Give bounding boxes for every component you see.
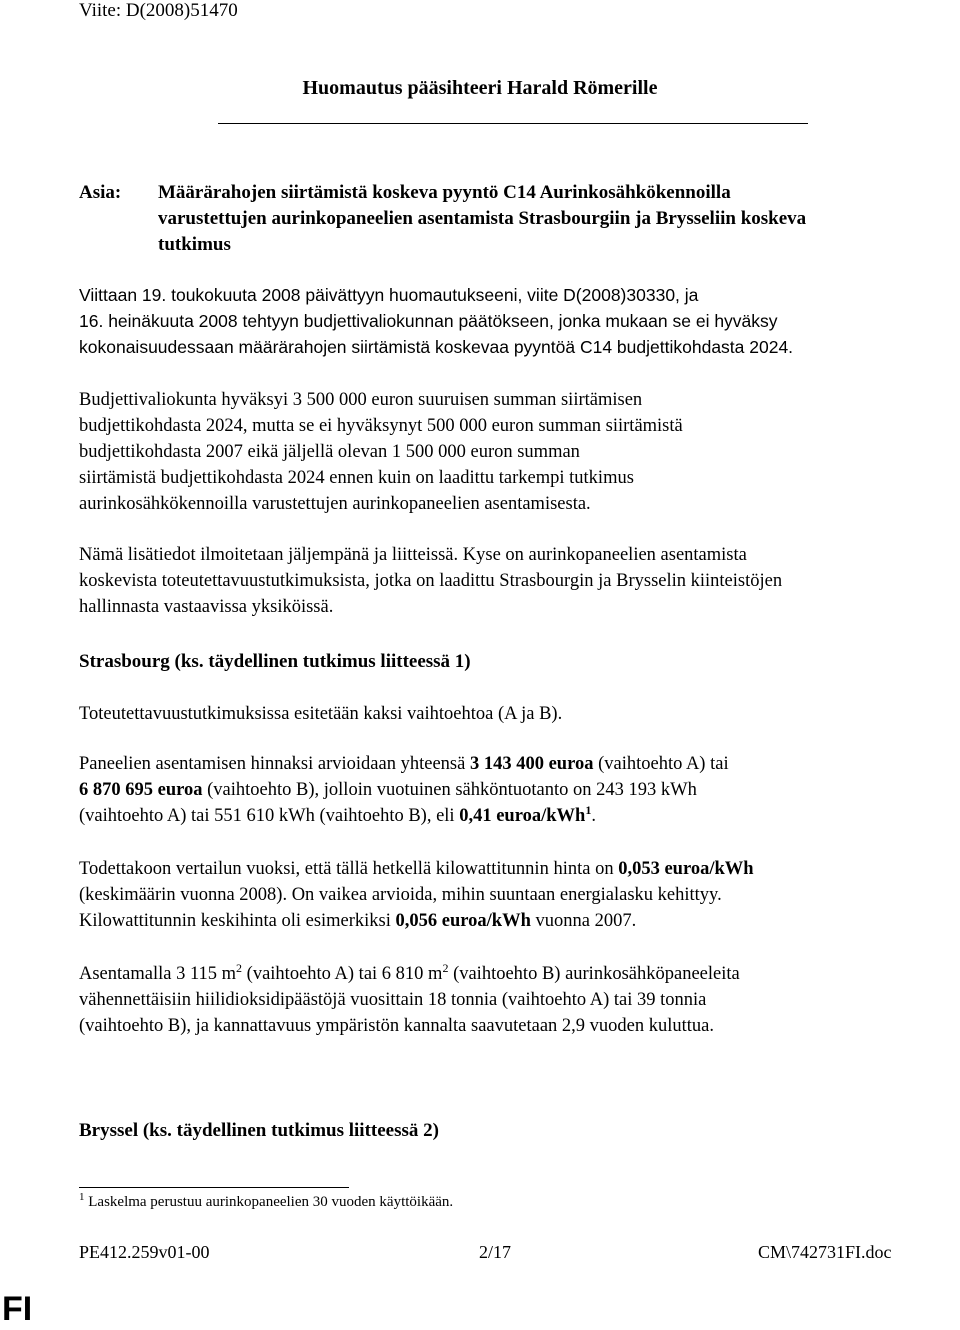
paragraph-additional-info (79, 542, 949, 620)
subject-label: Asia: (79, 182, 122, 203)
footnote-reference: 1 (585, 803, 592, 817)
price-2007: 0,056 euroa/kWh (395, 911, 531, 931)
text-line: Todettakoon vertailun vuoksi, että tällä hetkellä kilowattitunnin hinta on 0,053 euroa/kWh (79, 859, 754, 879)
text-line: Toteutettavuustutkimuksissa esitetään kaksi vaihtoehtoa (A ja B). (79, 704, 563, 724)
subject-text (158, 180, 898, 258)
brussels-heading: Bryssel (ks. täydellinen tutkimus liitteessä 2) (79, 1120, 439, 1141)
text-line: 6 870 695 euroa (vaihtoehto B), jolloin vuotuinen sähköntuotanto on 243 193 kWh (79, 780, 697, 800)
footnote-mark: 1 (79, 1191, 85, 1203)
text-line: koskevista toteutettavuustutkimuksista, jotka on laadittu Strasbourgin ja Brysselin kiinteistöjen (79, 571, 783, 591)
text-line: vähennettäisiin hiilidioksidipäästöjä vuosittain 18 tonnia (vaihtoehto A) tai 39 tonnia (79, 990, 707, 1010)
title-divider (218, 123, 808, 124)
footnote-text: Laskelma perustuu aurinkopaneelien 30 vuoden käyttöikään. (84, 1194, 454, 1210)
text-line: (keskimäärin vuonna 2008). On vaikea arvioida, mihin suuntaan energialasku kehittyy. (79, 885, 722, 905)
text-line: siirtämistä budjettikohdasta 2024 ennen kuin on laadittu tarkempi tutkimus (79, 468, 634, 488)
text-line: (vaihtoehto B), ja kannattavuus ympäristön kannalta saavutetaan 2,9 vuoden kuluttua. (79, 1016, 714, 1036)
strasbourg-comparison-paragraph (79, 856, 949, 934)
text-line: 16. heinäkuuta 2008 tehtyyn budjettivaliokunnan päätökseen, jonka mukaan se ei hyväksy (79, 311, 778, 331)
subject-line: Määrärahojen siirtämistä koskeva pyyntö C14 Aurinkosähkökennoilla (158, 182, 731, 203)
text-line: Viittaan 19. toukokuuta 2008 päivättyyn huomautukseeni, viite D(2008)30330, ja (79, 285, 699, 305)
paragraph-reference (79, 282, 949, 360)
text-line: aurinkosähkökennoilla varustettujen aurinkopaneelien asentamisesta. (79, 494, 591, 514)
footnote-divider (79, 1187, 349, 1188)
document-title: Huomautus pääsihteeri Harald Römerille (302, 77, 658, 99)
cost-option-a: 3 143 400 euroa (469, 754, 594, 774)
footer-page-number: 2/17 (478, 1242, 511, 1262)
strasbourg-cost-paragraph (79, 751, 949, 829)
footnote (79, 1192, 453, 1212)
price-2008: 0,053 euroa/kWh (618, 859, 754, 879)
text-line: hallinnasta vastaavissa yksiköissä. (79, 597, 334, 617)
footer-file-reference: CM\742731FI.doc (758, 1242, 892, 1262)
document-reference: Viite: D(2008)51470 (79, 0, 238, 21)
subject-line: tutkimus (158, 234, 231, 255)
strasbourg-installation-paragraph (79, 961, 949, 1039)
text-line: Asentamalla 3 115 $m^2$ (vaihtoehto A) tai 6 810 $m^2$ (vaihtoehto B) aurinkosähköpaneeleita (79, 961, 740, 984)
text-line: Paneelien asentamisen hinnaksi arvioidaan yhteensä 3 143 400 euroa (vaihtoehto A) tai (79, 754, 729, 774)
text-line: budjettikohdasta 2024, mutta se ei hyväksynyt 500 000 euron summan siirtämistä (79, 416, 683, 436)
cost-option-b: 6 870 695 euroa (79, 780, 203, 800)
text-line: kokonaisuudessaan määrärahojen siirtämistä koskevaa pyyntöä C14 budjettikohdasta 2024. (79, 337, 794, 357)
language-mark: FI (2, 1290, 33, 1328)
strasbourg-heading: Strasbourg (ks. täydellinen tutkimus liitteessä 1) (79, 651, 471, 672)
footer-document-number: PE412.259v01-00 (79, 1242, 210, 1262)
paragraph-budget-committee (79, 387, 949, 517)
subject-line: varustettujen aurinkopaneelien asentamista Strasbourgiin ja Brysseliin koskeva (158, 208, 807, 229)
text-line: (vaihtoehto A) tai 551 610 kWh (vaihtoehto B), eli 0,41 euroa/kWh$^1$. (79, 803, 596, 826)
strasbourg-intro (79, 701, 949, 727)
text-line: Kilowattitunnin keskihinta oli esimerkiksi 0,056 euroa/kWh vuonna 2007. (79, 911, 637, 931)
text-line: Budjettivaliokunta hyväksyi 3 500 000 euron suuruisen summan siirtämisen (79, 390, 643, 410)
text-line: budjettikohdasta 2007 eikä jäljellä olevan 1 500 000 euron summan (79, 442, 580, 462)
text-line: Nämä lisätiedot ilmoitetaan jäljempänä ja liitteissä. Kyse on aurinkopaneelien asentamista (79, 545, 747, 565)
cost-per-kwh: 0,41 euroa/kWh$^1$ (459, 803, 592, 826)
